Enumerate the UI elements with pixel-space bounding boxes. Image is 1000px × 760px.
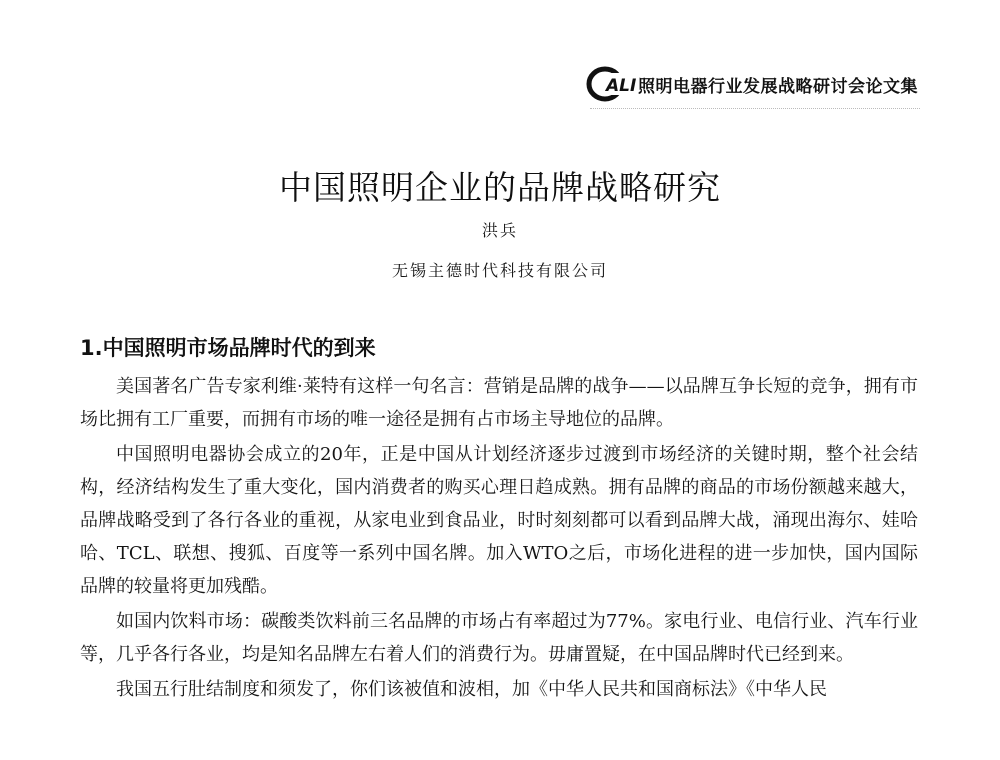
author-affiliation: 无锡主德时代科技有限公司 bbox=[391, 261, 608, 280]
article-title: 中国照明企业的品牌战略研究 bbox=[279, 168, 721, 207]
paragraph: 中国照明电器协会成立的20年，正是中国从计划经济逐步过渡到市场经济的关键时期，整个社会结构，经济结构发生了重大变化，国内消费者的购买心理日趋成熟。拥有品牌的商品的市场份额越来越大，品牌战略受到了各行各业的重视，从家电业到食品业，时时刻刻都可以看到品牌大战，涌现出海尔、娃哈哈、TCL、联想、搜狐、百度等一系列中国名牌。加入WTO之后，市场化进程的进一步加快，国内国际品牌的较量将更加残酷。 bbox=[80, 444, 918, 597]
article-body bbox=[80, 370, 918, 706]
paragraph: 美国著名广告专家利维·莱特有这样一句名言：营销是品牌的战争——以品牌互争长短的竞争，拥有市场比拥有工厂重要，而拥有市场的唯一途径是拥有占市场主导地位的品牌。 bbox=[80, 376, 918, 430]
cali-logo-icon bbox=[586, 64, 637, 104]
cali-logo bbox=[586, 64, 637, 104]
paragraph: 我国五行肚结制度和须发了，你们该被值和波相，加《中华人民共和国商标法》《中华人民 bbox=[116, 679, 827, 700]
logo-text: ALI bbox=[606, 76, 637, 96]
header-divider bbox=[590, 108, 920, 109]
section-heading: 1.中国照明市场品牌时代的到来 bbox=[80, 336, 376, 360]
proceedings-title: 照明电器行业发展战略研讨会论文集 bbox=[638, 76, 918, 97]
author-name: 洪兵 bbox=[481, 221, 518, 240]
paragraph: 如国内饮料市场：碳酸类饮料前三名品牌的市场占有率超过为77%。家电行业、电信行业、汽车行业等，几乎各行各业，均是知名品牌左右着人们的消费行为。毋庸置疑，在中国品牌时代已经到来。 bbox=[80, 611, 918, 665]
page-header bbox=[586, 62, 918, 106]
